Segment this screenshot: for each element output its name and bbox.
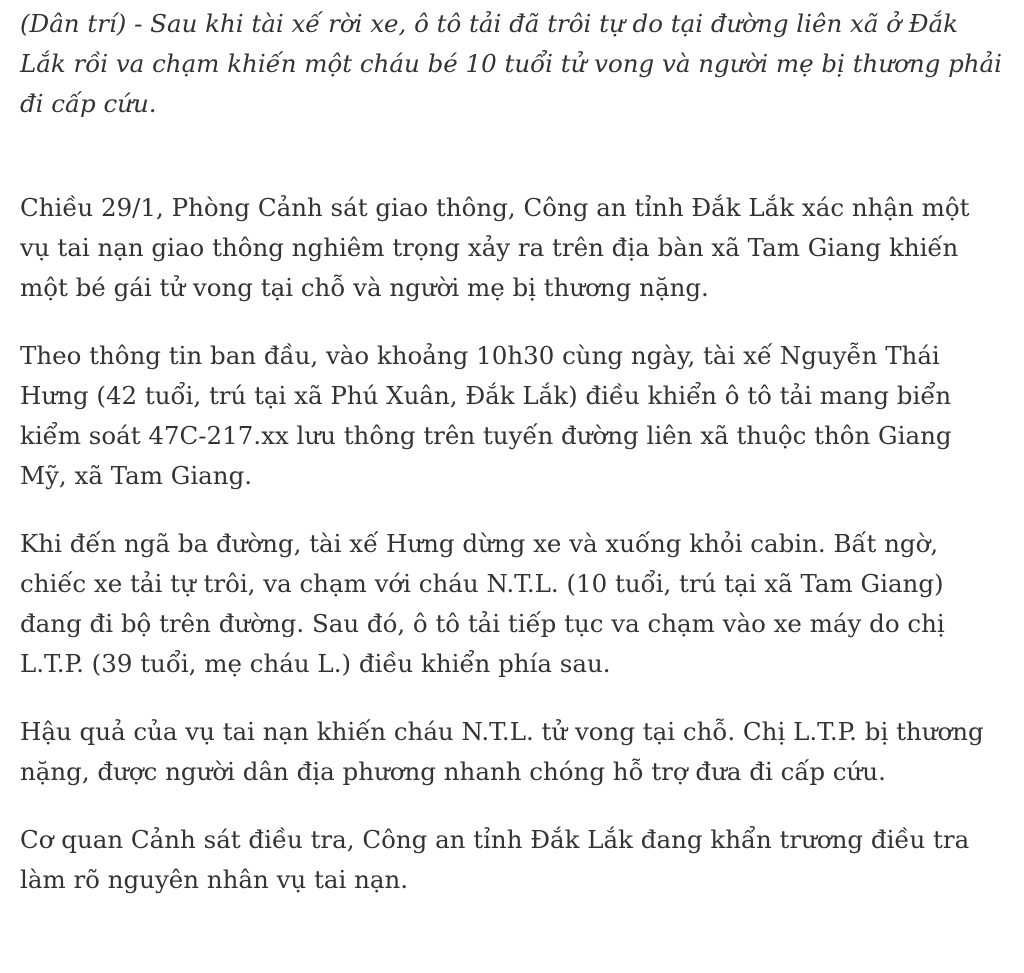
article-paragraph: Cơ quan Cảnh sát điều tra, Công an tỉnh Đắk Lắk đang khẩn trương điều tra làm rõ nguyên nhân vụ tai nạn. bbox=[20, 825, 970, 894]
article-body bbox=[20, 4, 1005, 928]
article-paragraph: Chiều 29/1, Phòng Cảnh sát giao thông, Công an tỉnh Đắk Lắk xác nhận một vụ tai nạn giao thông nghiêm trọng xảy ra trên địa bàn xã Tam Giang khiến một bé gái tử vong tại chỗ và người mẹ bị thương nặng. bbox=[20, 193, 970, 302]
article-lead: (Dân trí) - Sau khi tài xế rời xe, ô tô tải đã trôi tự do tại đường liên xã ở Đắk Lắk rồi va chạm khiến một cháu bé 10 tuổi tử vong và người mẹ bị thương phải đi cấp cứu. bbox=[20, 9, 1002, 118]
article-paragraph: Hậu quả của vụ tai nạn khiến cháu N.T.L. tử vong tại chỗ. Chị L.T.P. bị thương nặng, được người dân địa phương nhanh chóng hỗ trợ đưa đi cấp cứu. bbox=[20, 717, 984, 786]
article-paragraph: Theo thông tin ban đầu, vào khoảng 10h30 cùng ngày, tài xế Nguyễn Thái Hưng (42 tuổi, trú tại xã Phú Xuân, Đắk Lắk) điều khiển ô tô tải mang biển kiểm soát 47C-217.xx lưu thông trên tuyến đường liên xã thuộc thôn Giang Mỹ, xã Tam Giang. bbox=[20, 341, 952, 490]
article-paragraph: Khi đến ngã ba đường, tài xế Hưng dừng xe và xuống khỏi cabin. Bất ngờ, chiếc xe tải tự trôi, va chạm với cháu N.T.L. (10 tuổi, trú tại xã Tam Giang) đang đi bộ trên đường. Sau đó, ô tô tải tiếp tục va chạm vào xe máy do chị L.T.P. (39 tuổi, mẹ cháu L.) điều khiển phía sau. bbox=[20, 529, 945, 678]
